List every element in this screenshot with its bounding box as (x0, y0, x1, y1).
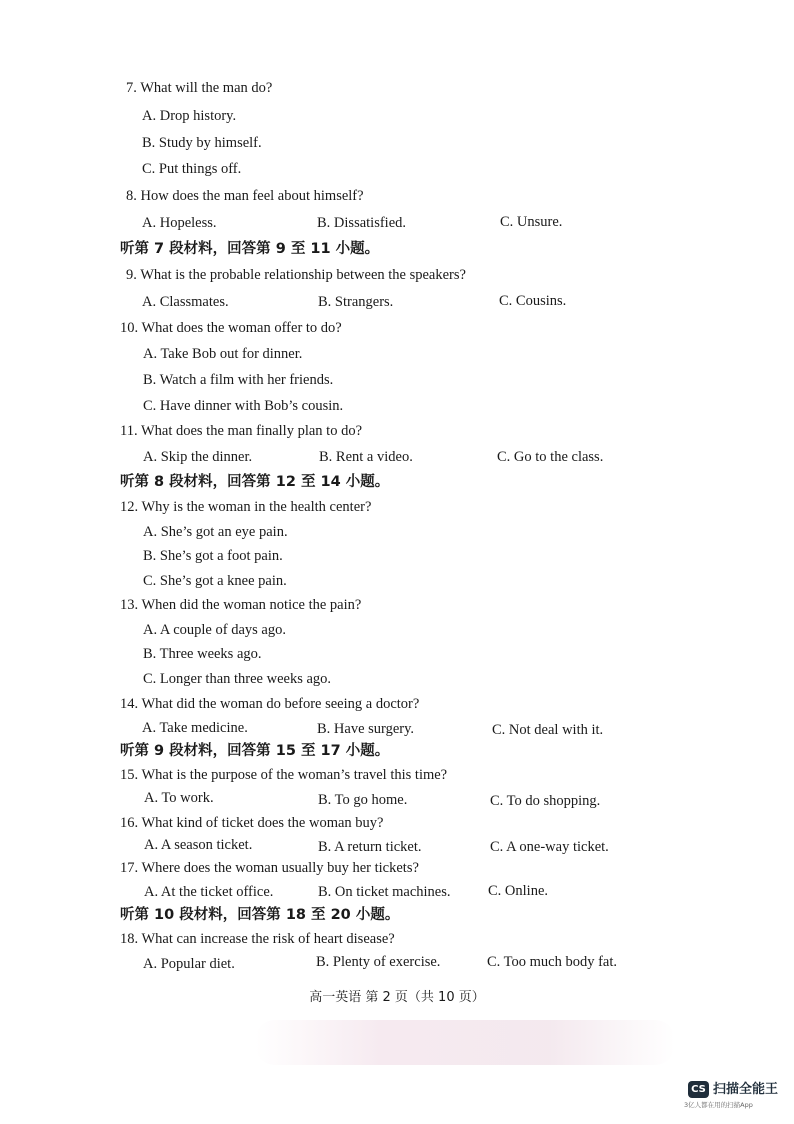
q14-option-b: B. Have surgery. (317, 721, 415, 737)
q18-stem: 18. What can increase the risk of heart disease? (120, 931, 395, 947)
section-heading-9: 听第 9 段材料，回答第 15 至 17 小题。 (120, 743, 390, 759)
q14-option-a: A. Take medicine. (142, 720, 248, 736)
section-heading-7: 听第 7 段材料，回答第 9 至 11 小题。 (120, 241, 380, 257)
q15-stem: 15. What is the purpose of the woman’s travel this time? (120, 767, 448, 783)
q14-stem: 14. What did the woman do before seeing a doctor? (120, 696, 420, 712)
q13-option-b: B. Three weeks ago. (143, 646, 262, 662)
q13-option-a: A. A couple of days ago. (143, 622, 286, 638)
q14-option-c: C. Not deal with it. (492, 722, 604, 738)
camscanner-tagline: 3亿人都在用的扫描App (684, 1101, 753, 1109)
q15-option-c: C. To do shopping. (490, 793, 601, 809)
q9-option-b: B. Strangers. (318, 294, 394, 310)
q17-stem: 17. Where does the woman usually buy her tickets? (120, 860, 419, 876)
q10-option-a: A. Take Bob out for dinner. (143, 346, 303, 362)
q16-option-c: C. A one-way ticket. (490, 839, 609, 855)
q9-option-c: C. Cousins. (499, 293, 567, 309)
q10-option-b: B. Watch a film with her friends. (143, 372, 334, 388)
q17-option-b: B. On ticket machines. (318, 884, 451, 900)
q7-option-a: A. Drop history. (142, 108, 237, 124)
scan-stain (255, 1020, 675, 1065)
q8-stem: 8. How does the man feel about himself? (126, 188, 364, 204)
q7-option-c: C. Put things off. (142, 161, 242, 177)
q16-option-b: B. A return ticket. (318, 839, 422, 855)
q13-stem: 13. When did the woman notice the pain? (120, 597, 362, 613)
q11-stem: 11. What does the man finally plan to do? (120, 423, 363, 439)
q15-option-a: A. To work. (144, 790, 214, 806)
camscanner-logo-icon: CS (688, 1081, 709, 1098)
q12-option-a: A. She’s got an eye pain. (143, 524, 288, 540)
section-heading-10: 听第 10 段材料，回答第 18 至 20 小题。 (120, 907, 400, 923)
q12-option-b: B. She’s got a foot pain. (143, 548, 283, 564)
q17-option-c: C. Online. (488, 883, 549, 899)
q16-option-a: A. A season ticket. (144, 837, 253, 853)
q17-option-a: A. At the ticket office. (144, 884, 274, 900)
page-footer: 高一英语 第 2 页（共 10 页） (309, 990, 485, 1005)
q11-option-b: B. Rent a video. (319, 449, 413, 465)
section-heading-8: 听第 8 段材料，回答第 12 至 14 小题。 (120, 474, 390, 490)
q11-option-c: C. Go to the class. (497, 449, 604, 465)
q9-stem: 9. What is the probable relationship between the speakers? (126, 267, 466, 283)
q10-option-c: C. Have dinner with Bob’s cousin. (143, 398, 344, 414)
q12-option-c: C. She’s got a knee pain. (143, 573, 287, 589)
camscanner-name: 扫描全能王 (713, 1082, 779, 1097)
q18-option-c: C. Too much body fat. (487, 954, 618, 970)
q9-option-a: A. Classmates. (142, 294, 229, 310)
q16-stem: 16. What kind of ticket does the woman buy? (120, 815, 384, 831)
q10-stem: 10. What does the woman offer to do? (120, 320, 342, 336)
q11-option-a: A. Skip the dinner. (143, 449, 253, 465)
q7-stem: 7. What will the man do? (126, 80, 273, 96)
q7-option-b: B. Study by himself. (142, 135, 262, 151)
q12-stem: 12. Why is the woman in the health center? (120, 499, 372, 515)
q18-option-b: B. Plenty of exercise. (316, 954, 441, 970)
q8-option-c: C. Unsure. (500, 214, 563, 230)
q15-option-b: B. To go home. (318, 792, 408, 808)
q8-option-a: A. Hopeless. (142, 215, 217, 231)
q8-option-b: B. Dissatisfied. (317, 215, 407, 231)
q18-option-a: A. Popular diet. (143, 956, 235, 972)
q13-option-c: C. Longer than three weeks ago. (143, 671, 332, 687)
